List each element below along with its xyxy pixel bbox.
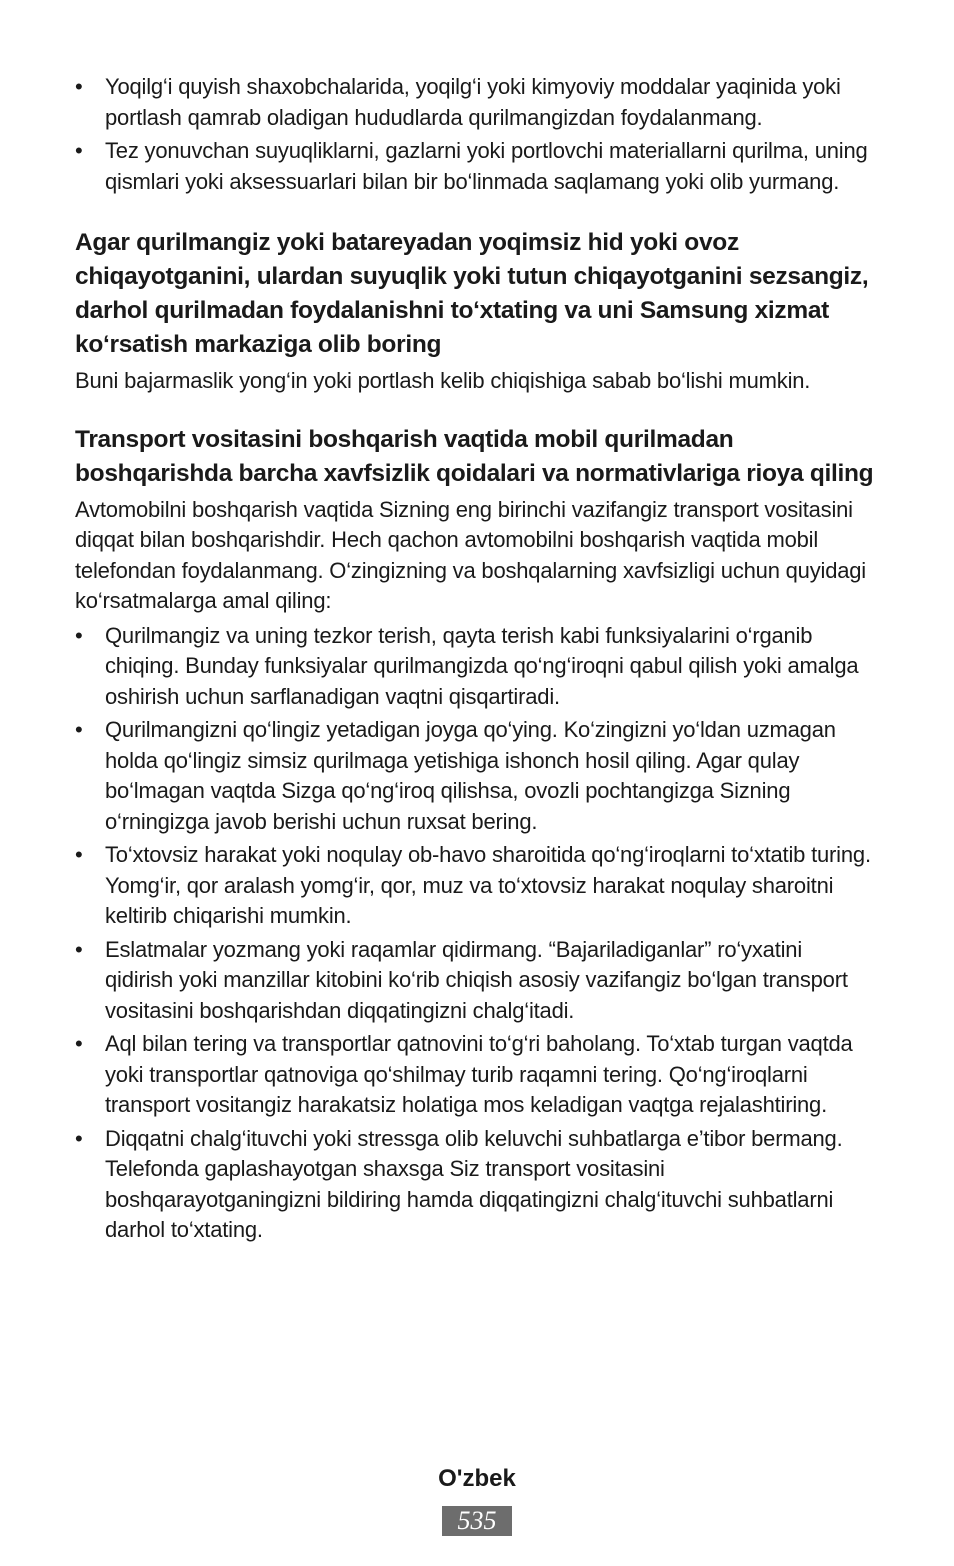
bullet-icon: •: [75, 74, 83, 99]
bullet-text: Qurilmangizni qo‘lingiz yetadigan joyga qo‘ying. Ko‘zingizni yo‘ldan uzmagan holda qo‘lingiz simsiz qurilmaga yetishiga ishonch hosil qiling. Agar qulay bo‘lmagan vaqtda Sizga qo‘ng‘iroq qilishsa, ovozli pochtangizga Sizning o‘rningizga javob berishi uchun ruxsat bering.: [105, 717, 836, 834]
bullet-text: Yoqilg‘i quyish shaxobchalarida, yoqilg‘i yoki kimyoviy moddalar yaqinida yoki portlash qamrab oladigan hududlarda qurilmangizdan foydalanmang.: [105, 74, 841, 130]
bullet-text: Eslatmalar yozmang yoki raqamlar qidirmang. “Bajariladiganlar” ro‘yxatini qidirish yoki manzillar kitobini ko‘rib chiqish asosiy vazifangiz bo‘lgan transport vositasini boshqarishdan diqqatingizni chalg‘itadi.: [105, 936, 848, 1023]
footer-language: O'zbek: [438, 1465, 516, 1492]
list-item: [75, 1124, 875, 1246]
bullet-icon: •: [75, 1125, 83, 1151]
bullet-icon: •: [75, 842, 83, 867]
list-item: [75, 840, 875, 932]
bullet-icon: •: [75, 936, 83, 962]
driving-bullet-list: [75, 621, 875, 1246]
bullet-icon: •: [75, 717, 83, 742]
bullet-text: To‘xtovsiz harakat yoki noqulay ob-havo sharoitida qo‘ng‘iroqlarni to‘xtatib turing. Yomg‘ir, qor aralash yomg‘ir, qor, muz va to‘xtovsiz harakat noqulay sharoitni keltirib chiqarishi mumkin.: [105, 842, 871, 928]
bullet-icon: •: [75, 622, 83, 648]
list-item: [75, 621, 875, 713]
top-bullet-list: [75, 72, 875, 197]
bullet-text: Qurilmangiz va uning tezkor terish, qayta terish kabi funksiyalarini o‘rganib chiqing. Bunday funksiyalar qurilmangizda qo‘ng‘iroqni qabul qilish yoki amalga oshirish uchun sarflanadigan vaqtni qisqartiradi.: [105, 622, 859, 709]
bullet-text: Aql bilan tering va transportlar qatnovini to‘g‘ri baholang. To‘xtab turgan vaqtda yoki transportlar qatnoviga qo‘shilmay turib raqamni tering. Qo‘ng‘iroqlarni transport vositangiz harakatsiz holatiga mos keladigan vaqtga rejalashtiring.: [105, 1031, 853, 1117]
section-body-odor-warning: Buni bajarmaslik yong‘in yoki portlash kelib chiqishiga sabab bo‘lishi mumkin.: [75, 368, 811, 393]
list-item: [75, 136, 875, 197]
list-item: [75, 72, 875, 133]
page-content: [75, 72, 875, 1249]
bullet-icon: •: [75, 1031, 83, 1056]
list-item: [75, 935, 875, 1027]
bullet-icon: •: [75, 138, 83, 163]
list-item: [75, 1029, 875, 1121]
section-body-driving-safety: Avtomobilni boshqarish vaqtida Sizning eng birinchi vazifangiz transport vositasini diqqat bilan boshqarishdir. Hech qachon avtomobilni boshqarish vaqtida mobil telefondan foydalanmang. O‘zingizning va boshqalarning xavfsizligi uchun quyidagi ko‘rsatmalarga amal qiling:: [75, 496, 866, 613]
list-item: [75, 715, 875, 837]
bullet-text: Diqqatni chalg‘ituvchi yoki stressga olib keluvchi suhbatlarga e’tibor bermang. Telefonda gaplashayotgan shaxsga Siz transport vositasini boshqarayotganingizni bildiring hamda diqqatingizni chalg‘ituvchi suhbatlarni darhol to‘xtating.: [105, 1125, 843, 1242]
section-heading-odor-warning: Agar qurilmangiz yoki batareyadan yoqimsiz hid yoki ovoz chiqayotganini, ulardan suyuqlik yoki tutun chiqayotganini sezsangiz, darhol qurilmadan foydalanishni to‘xtating va uni Samsung xizmat ko‘rsatish markaziga olib boring: [75, 229, 869, 358]
bullet-text: Tez yonuvchan suyuqliklarni, gazlarni yoki portlovchi materiallarni qurilma, uning qismlari yoki aksessuarlari bilan bir bo‘linmada saqlamang yoki olib yurmang.: [105, 138, 868, 194]
section-heading-driving-safety: Transport vositasini boshqarish vaqtida mobil qurilmadan boshqarishda barcha xavfsizlik qoidalari va normativlariga rioya qiling: [75, 425, 874, 487]
page-number-badge: 535: [442, 1506, 512, 1536]
